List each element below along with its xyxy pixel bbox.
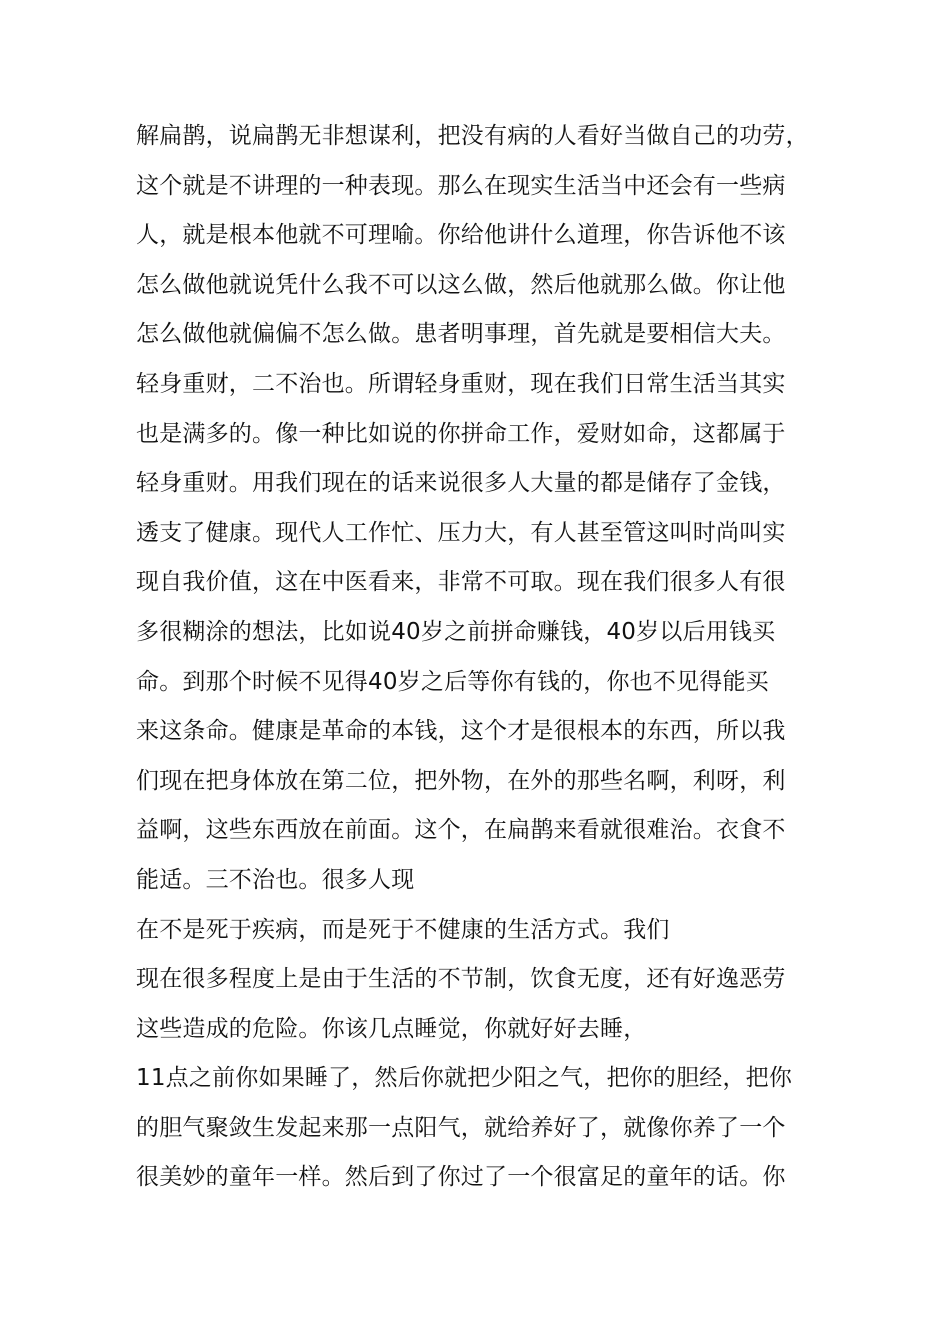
text-line: 人，就是根本他就不可理喻。你给他讲什么道理，你告诉他不该	[136, 222, 786, 249]
text-line: 怎么做他就说凭什么我不可以这么做，然后他就那么做。你让他	[136, 271, 786, 298]
text-line: 解扁鹊，说扁鹊无非想谋利，把没有病的人看好当做自己的功劳，	[136, 123, 809, 149]
text-line: 很美妙的童年一样。然后到了你过了一个很富足的童年的话。你	[136, 1164, 786, 1191]
text-line: 轻身重财。用我们现在的话来说很多人大量的都是储存了金钱，	[136, 470, 786, 497]
text-line: 们现在把身体放在第二位，把外物，在外的那些名啊，利呀，利	[136, 767, 786, 794]
text-line: 在不是死于疾病，而是死于不健康的生活方式。我们	[136, 916, 670, 943]
text-line: 命。到那个时候不见得40岁之后等你有钱的，你也不见得能买	[136, 668, 769, 695]
text-line: 现自我价值，这在中医看来，非常不可取。现在我们很多人有很	[136, 569, 786, 596]
text-line: 现在很多程度上是由于生活的不节制，饮食无度，还有好逸恶劳	[136, 966, 786, 993]
text-line: 这个就是不讲理的一种表现。那么在现实生活当中还会有一些病	[136, 172, 786, 199]
text-line: 轻身重财，二不治也。所谓轻身重财，现在我们日常生活当其实	[136, 370, 786, 397]
text-line: 益啊，这些东西放在前面。这个，在扁鹊来看就很难治。衣食不	[136, 817, 786, 844]
text-line: 也是满多的。像一种比如说的你拼命工作，爱财如命，这都属于	[136, 420, 786, 447]
text-line: 能适。三不治也。很多人现	[136, 866, 415, 893]
text-line: 11点之前你如果睡了，然后你就把少阳之气，把你的胆经，把你	[136, 1065, 793, 1092]
text-line: 这些造成的危险。你该几点睡觉，你就好好去睡，	[136, 1015, 647, 1042]
text-line: 多很糊涂的想法，比如说40岁之前拼命赚钱，40岁以后用钱买	[136, 618, 776, 645]
text-line: 怎么做他就偏偏不怎么做。患者明事理，首先就是要相信大夫。	[136, 321, 786, 348]
body-text	[136, 112, 836, 1203]
text-line: 的胆气聚敛生发起来那一点阳气，就给养好了，就像你养了一个	[136, 1114, 786, 1141]
text-line: 透支了健康。现代人工作忙、压力大，有人甚至管这叫时尚叫实	[136, 519, 786, 546]
text-line: 来这条命。健康是革命的本钱，这个才是很根本的东西，所以我	[136, 718, 786, 745]
